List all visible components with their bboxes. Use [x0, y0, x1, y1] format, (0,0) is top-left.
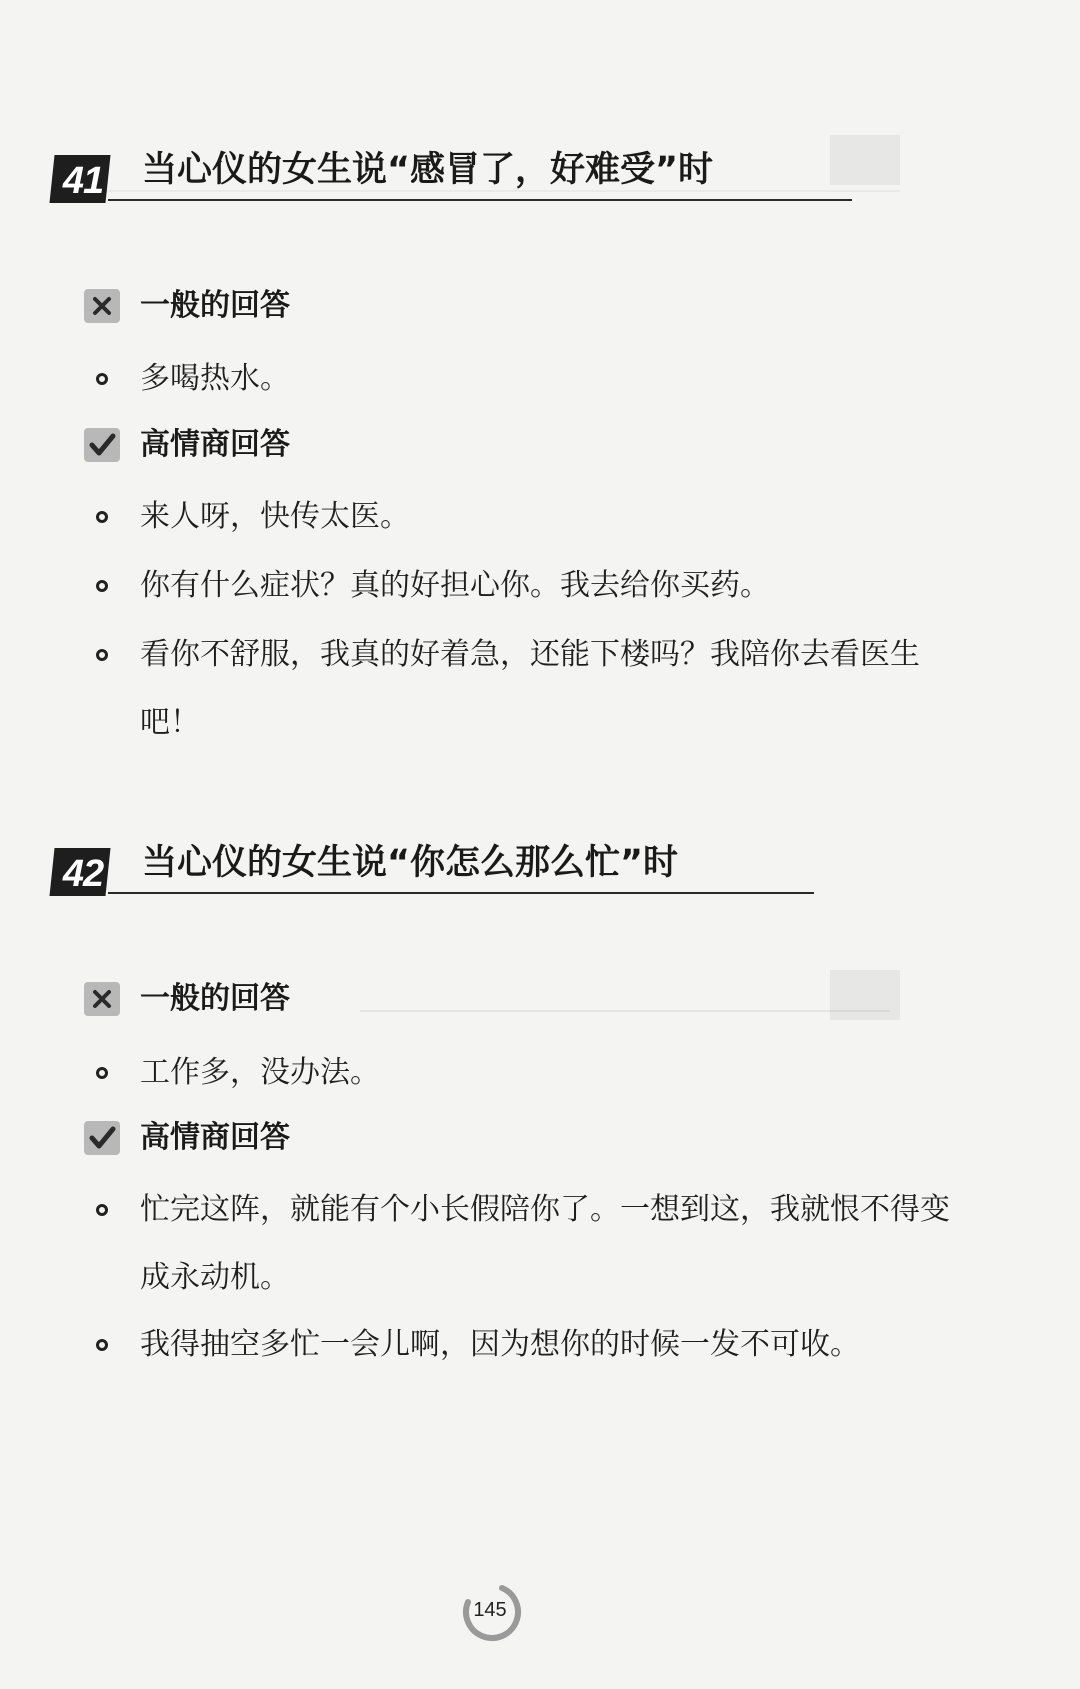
section-number: 42 [62, 853, 104, 895]
answer-text: 忙完这阵，就能有个小长假陪你了。一想到这，我就恨不得变成永动机。 [140, 1192, 950, 1295]
circle-bullet-icon [96, 373, 108, 385]
cross-icon [84, 289, 120, 323]
bleed-through-line-1 [360, 1010, 890, 1012]
page-number-badge [458, 1580, 522, 1644]
answer-text: 工作多，没办法。 [140, 1055, 380, 1090]
smart-answer-label-text: 高情商回答 [140, 1120, 290, 1155]
answer-text: 看你不舒服，我真的好着急，还能下楼吗？我陪你去看医生吧！ [140, 637, 920, 740]
bleed-through-block-1 [830, 135, 900, 185]
section-underline [108, 892, 814, 894]
normal-answer-label-text: 一般的回答 [140, 288, 290, 323]
circle-bullet-icon [96, 1067, 108, 1079]
section-title: 当心仪的女生说“你怎么那么忙”时 [142, 843, 679, 883]
circle-bullet-icon [96, 511, 108, 523]
answer-text: 我得抽空多忙一会儿啊，因为想你的时候一发不可收。 [140, 1327, 860, 1362]
section-underline [108, 199, 852, 201]
check-icon [84, 428, 120, 462]
bleed-through-block-2 [830, 970, 900, 1020]
check-icon [84, 1121, 120, 1155]
circle-bullet-icon [96, 1339, 108, 1351]
circle-bullet-icon [96, 580, 108, 592]
normal-answer-label-text: 一般的回答 [140, 981, 290, 1016]
circle-bullet-icon [96, 649, 108, 661]
page-number: 145 [473, 1599, 507, 1621]
circle-bullet-icon [96, 1204, 108, 1216]
section-title: 当心仪的女生说“感冒了，好难受”时 [142, 150, 714, 190]
section-number: 41 [62, 160, 104, 202]
smart-answer-label-text: 高情商回答 [140, 427, 290, 462]
answer-text: 你有什么症状？真的好担心你。我去给你买药。 [140, 568, 770, 603]
answer-text: 多喝热水。 [140, 361, 290, 396]
answer-text: 来人呀，快传太医。 [140, 499, 410, 534]
cross-icon [84, 982, 120, 1016]
